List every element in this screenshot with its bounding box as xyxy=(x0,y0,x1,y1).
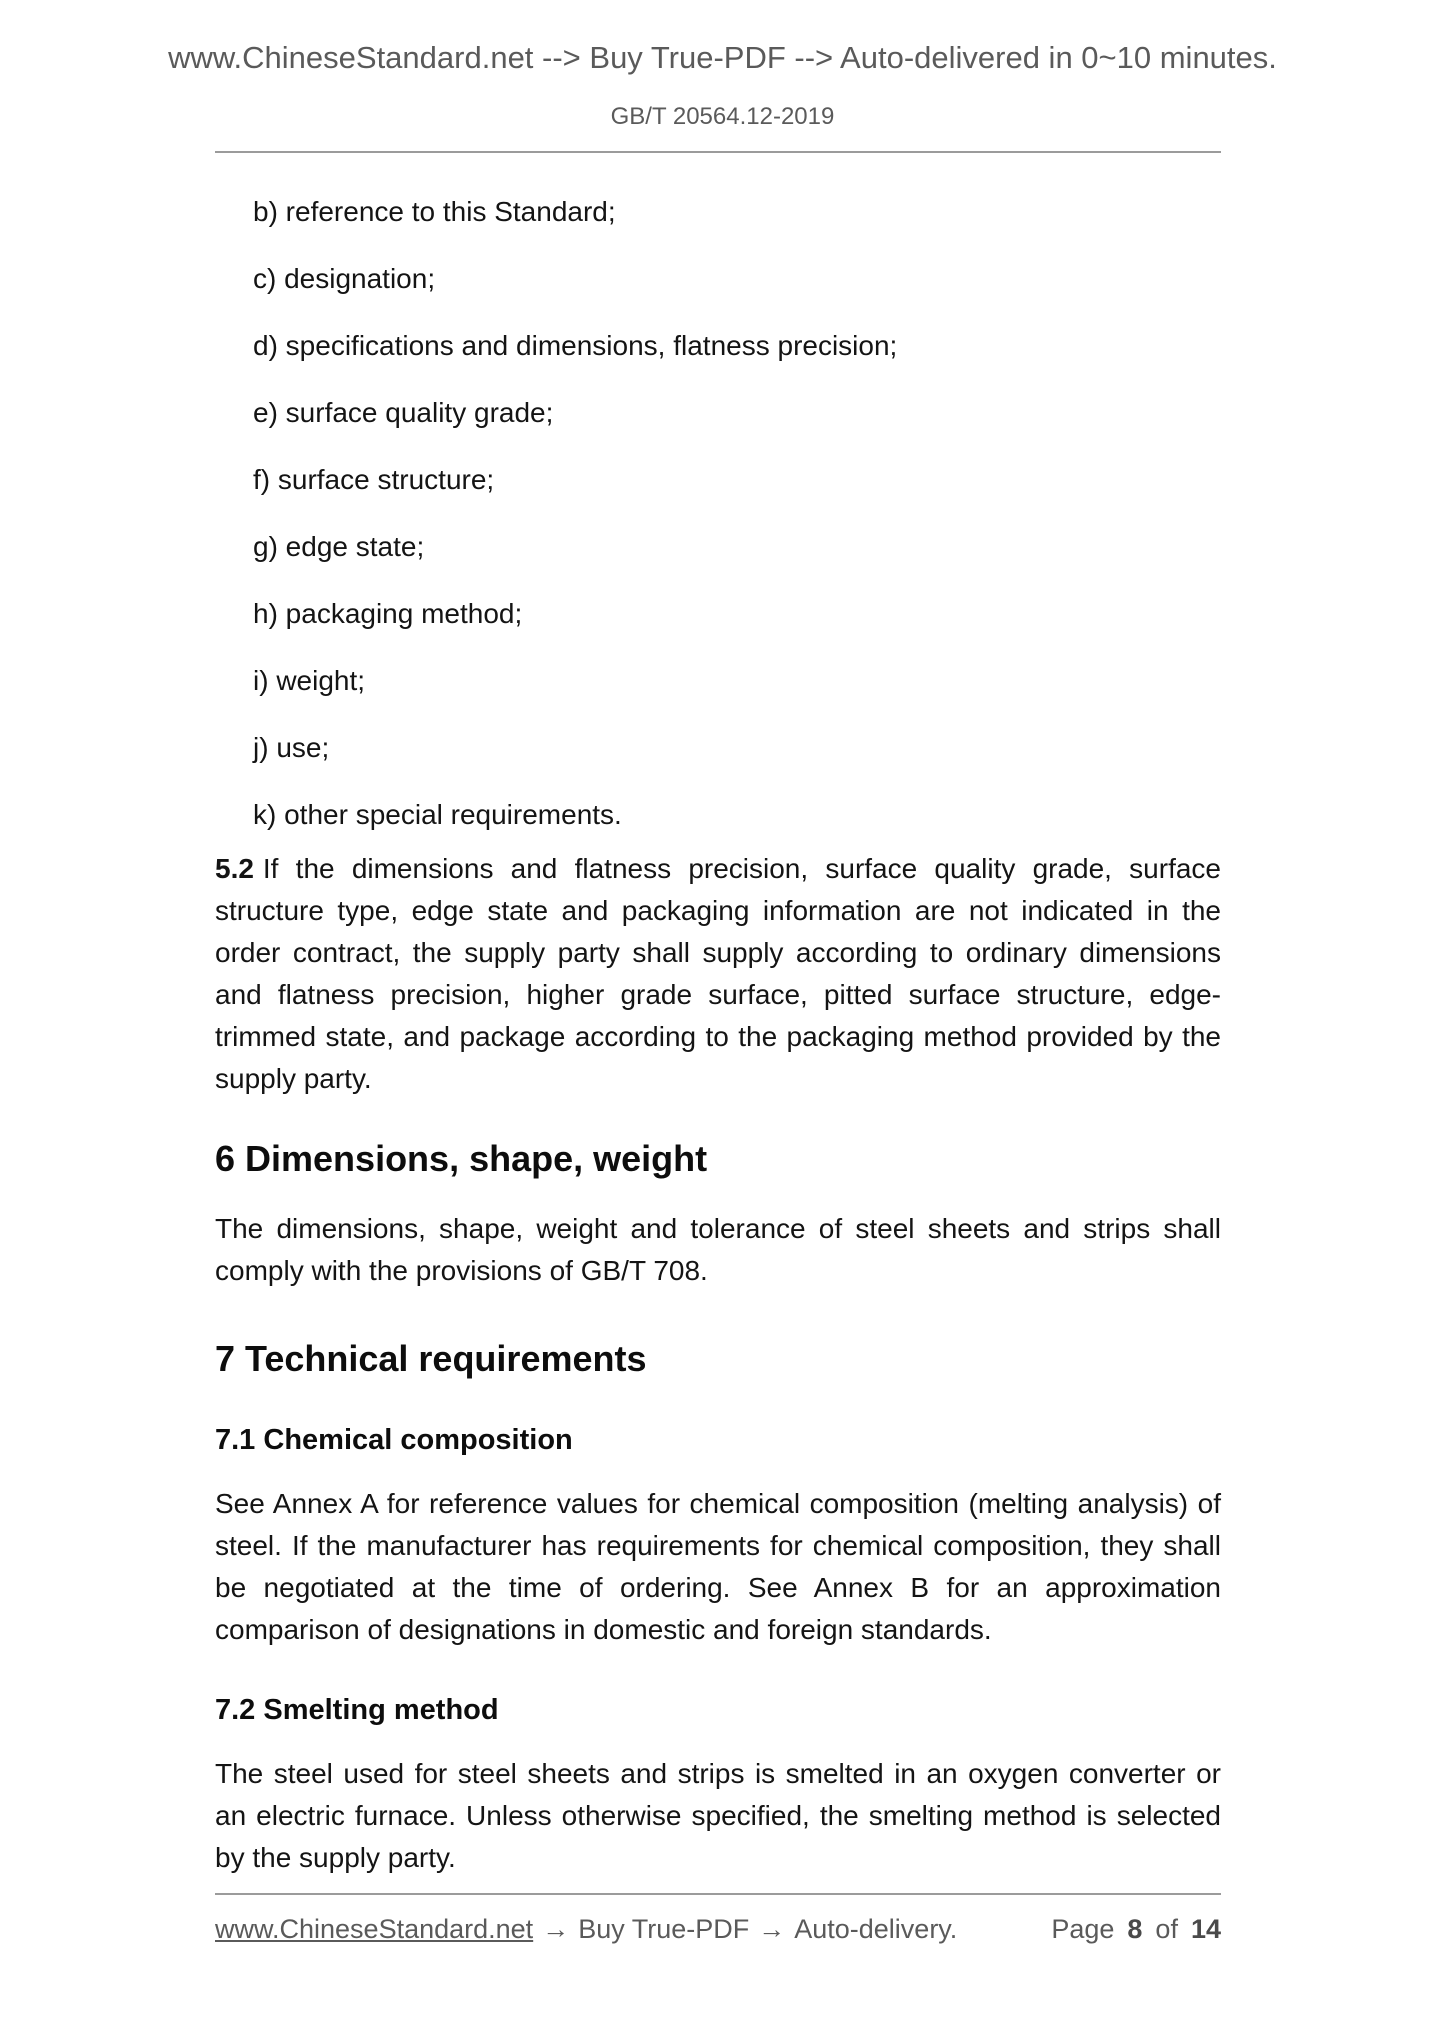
footer-step2: Auto-delivery. xyxy=(794,1914,958,1944)
section-7-1-body: See Annex A for reference values for chemical composition (melting analysis) of steel. If the manufacturer has requirements for chemical composition, they shall be negotiated at the time of ordering. See Annex B for an approximation comparison of designations in domestic and foreign standards. xyxy=(215,1488,1221,1645)
page-label: Page xyxy=(1051,1914,1115,1944)
footer-step1: Buy True-PDF xyxy=(578,1914,750,1944)
of-label: of xyxy=(1155,1914,1178,1944)
list-item: b) reference to this Standard; xyxy=(253,196,616,227)
footer-left xyxy=(215,1908,957,1950)
header-banner: www.ChineseStandard.net --> Buy True-PDF --> Auto-delivered in 0~10 minutes. xyxy=(168,40,1277,75)
list-item: d) specifications and dimensions, flatness precision; xyxy=(253,330,898,361)
page-current: 8 xyxy=(1127,1914,1143,1944)
section-7-heading: 7 Technical requirements xyxy=(215,1338,647,1379)
section-7-2-body: The steel used for steel sheets and strips is smelted in an oxygen converter or an electric furnace. Unless otherwise specified, the smelting method is selected by the supply party. xyxy=(215,1758,1221,1873)
doc-number: GB/T 20564.12-2019 xyxy=(610,103,835,130)
section-7-2-heading: 7.2 Smelting method xyxy=(215,1694,499,1726)
footer xyxy=(215,1908,1221,1950)
section-6-body: The dimensions, shape, weight and tolerance of steel sheets and strips shall comply with the provisions of GB/T 708. xyxy=(215,1213,1221,1286)
footer-rule xyxy=(215,1893,1221,1895)
clause-number: 5.2 xyxy=(215,853,254,884)
order-info-list xyxy=(215,191,1221,836)
clause-text: If the dimensions and flatness precision, surface quality grade, surface structure type, edge state and packaging information are not indicated in the order contract, the supply party shall supply according to ordinary dimensions and flatness precision, higher grade surface, pitted surface structure, edge-trimmed state, and package according to the packaging method provided by the supply party. xyxy=(215,853,1221,1094)
list-item: c) designation; xyxy=(253,263,436,294)
list-item: e) surface quality grade; xyxy=(253,397,554,428)
clause-5-2 xyxy=(215,848,1221,1100)
list-item: g) edge state; xyxy=(253,531,425,562)
list-item: i) weight; xyxy=(253,665,366,696)
right-arrow-icon: → xyxy=(758,1914,786,1944)
section-6-heading: 6 Dimensions, shape, weight xyxy=(215,1138,708,1179)
header-rule xyxy=(215,151,1221,153)
list-item: f) surface structure; xyxy=(253,464,495,495)
page-total: 14 xyxy=(1190,1914,1221,1944)
list-item: k) other special requirements. xyxy=(253,799,622,830)
document-content xyxy=(215,191,1221,1879)
section-7-1-heading: 7.1 Chemical composition xyxy=(215,1424,573,1456)
footer-link[interactable]: www.ChineseStandard.net xyxy=(215,1914,534,1944)
right-arrow-icon: → xyxy=(542,1914,570,1944)
list-item: j) use; xyxy=(253,732,330,763)
page-indicator xyxy=(1051,1908,1221,1950)
list-item: h) packaging method; xyxy=(253,598,523,629)
